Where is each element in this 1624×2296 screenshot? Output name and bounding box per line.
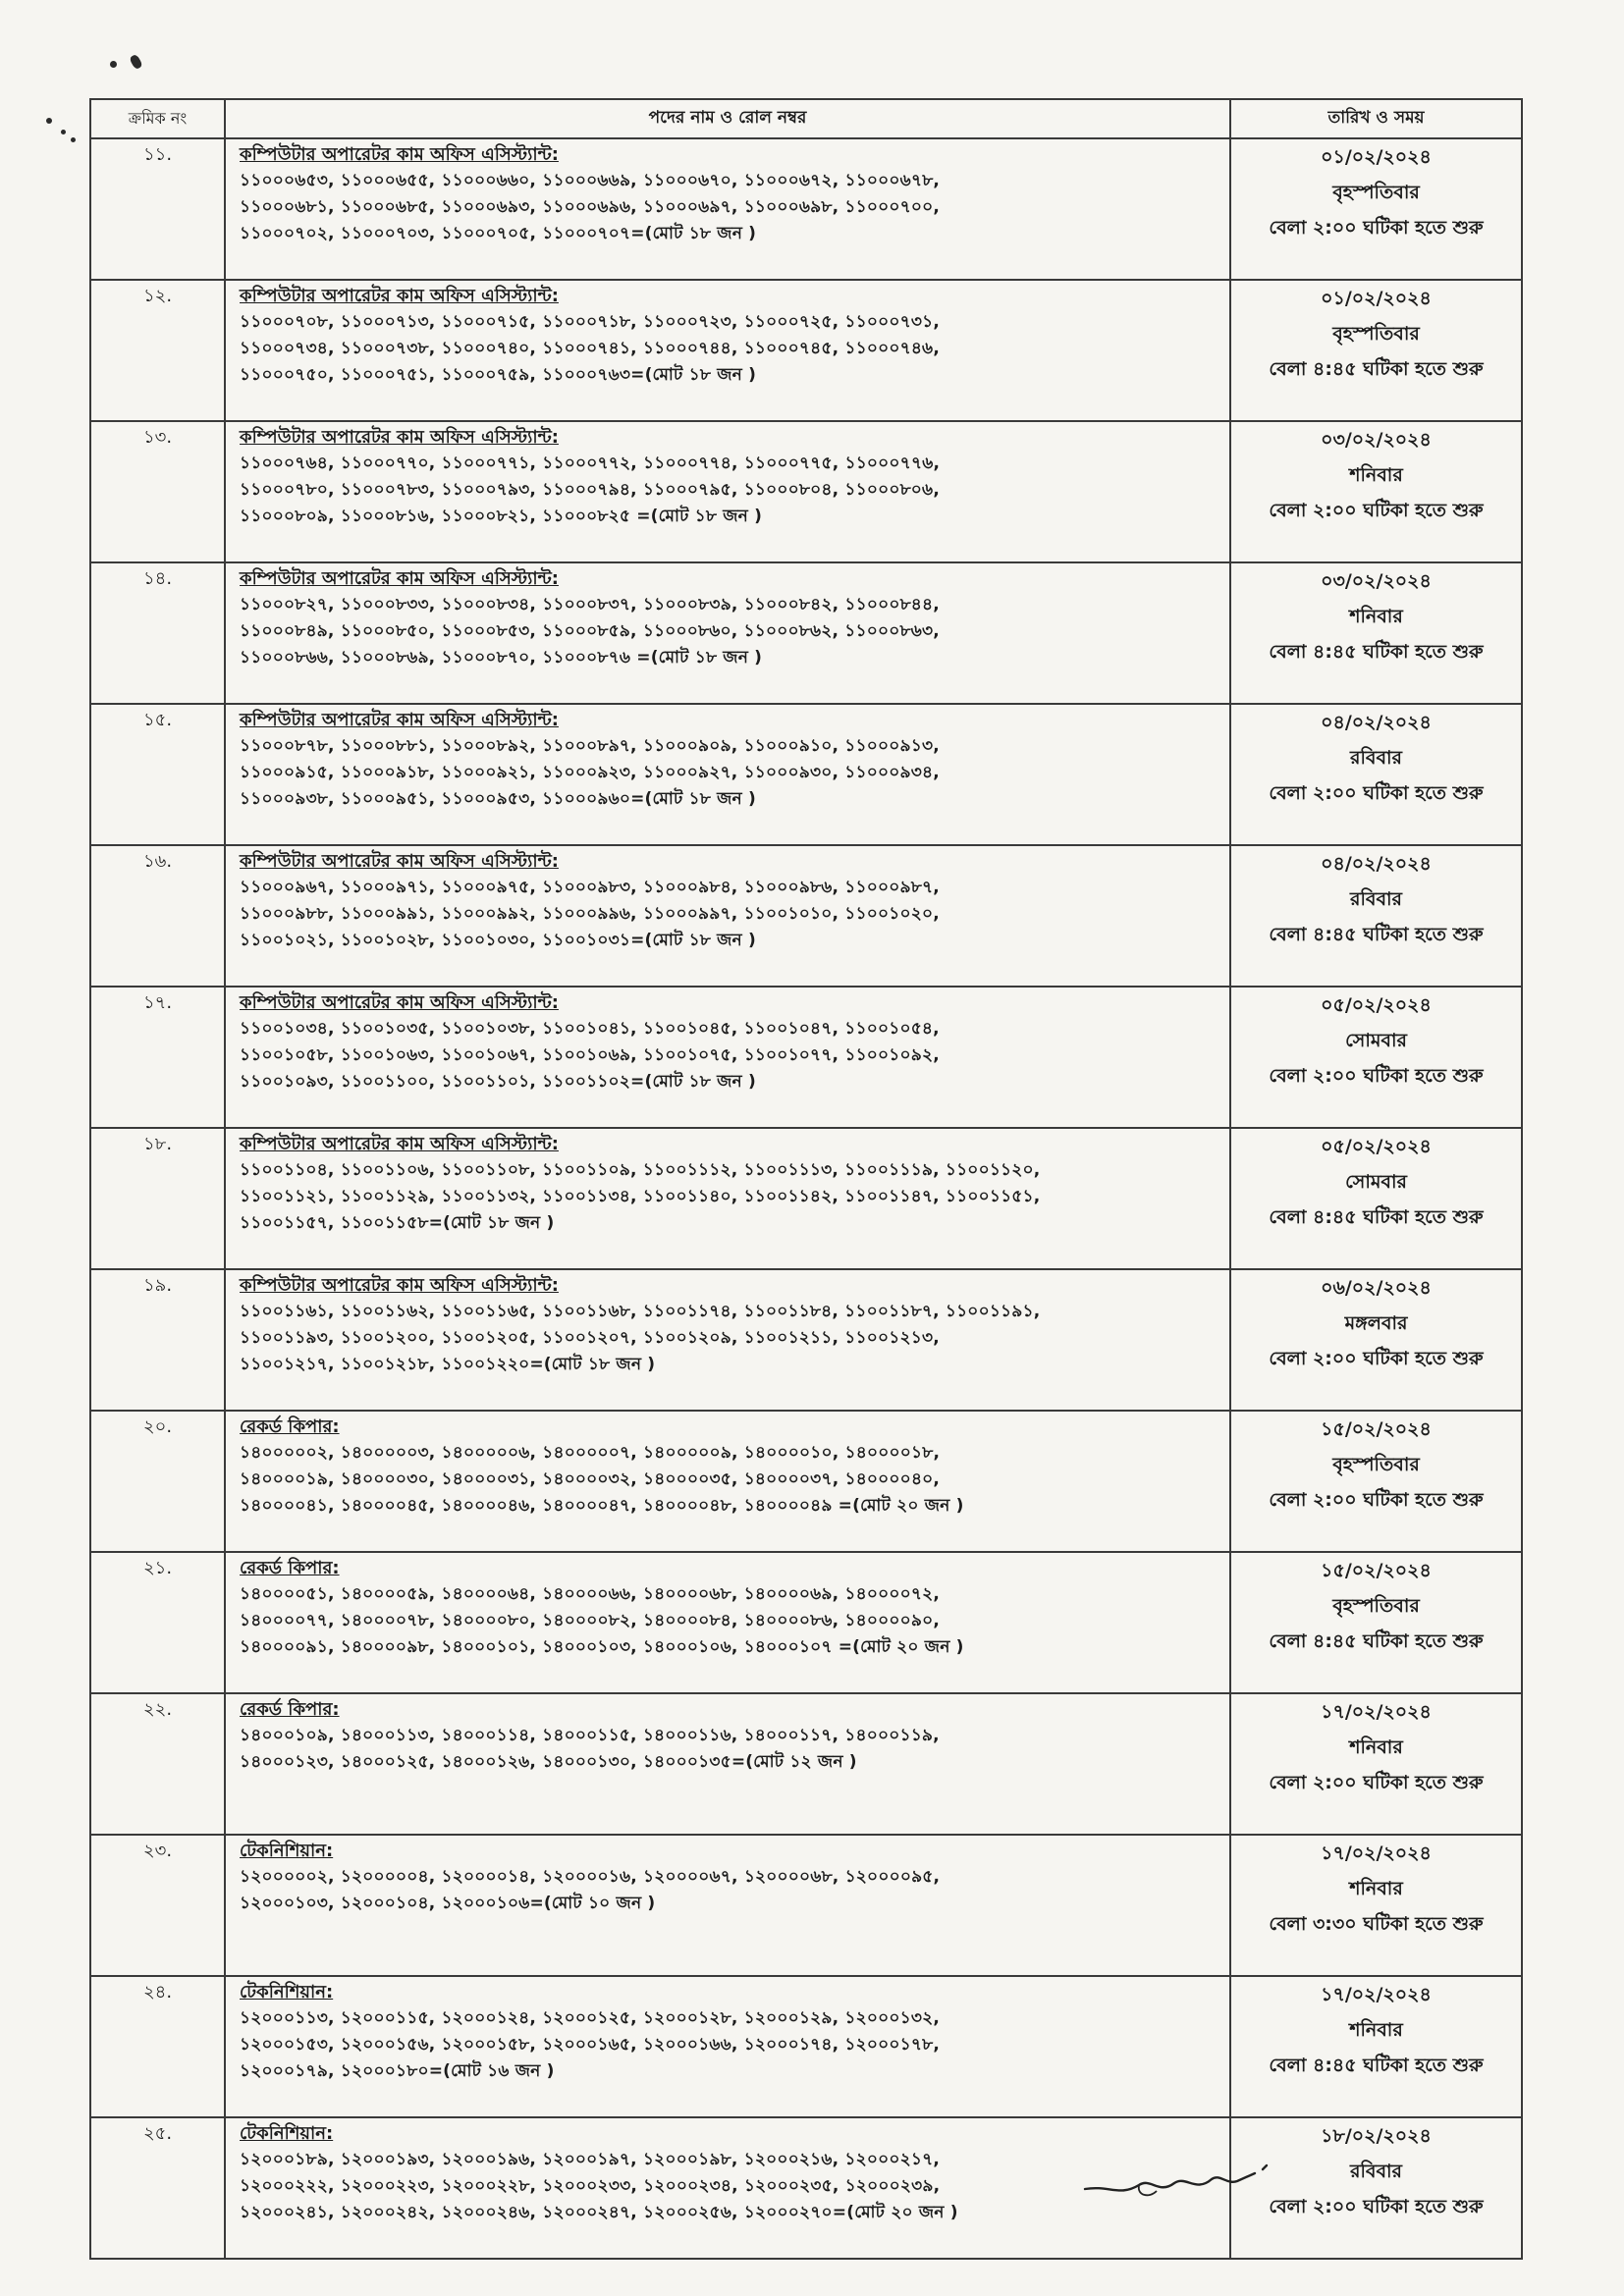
table-row <box>90 704 1522 845</box>
post-title: কম্পিউটার অপারেটর কাম অফিস এসিস্ট্যান্ট: <box>240 1134 559 1154</box>
serial-number: ২৩. <box>90 1835 225 1976</box>
serial-number: ১৫. <box>90 704 225 845</box>
date-time-cell <box>1230 562 1522 704</box>
post-title: কম্পিউটার অপারেটর কাম অফিস এসিস্ট্যান্ট: <box>240 286 559 306</box>
exam-day: শনিবার <box>1349 1878 1403 1899</box>
roll-line: ১১০০০৯৬৭, ১১০০০৯৭১, ১১০০০৯৭৫, ১১০০০৯৮৩, ১১০০০৯৮৪, ১১০০০৯৮৬, ১১০০০৯৮৭, <box>240 878 940 897</box>
exam-schedule-sheet <box>89 98 1521 2260</box>
post-roll-cell <box>225 1976 1230 2117</box>
exam-day: শনিবার <box>1349 2019 1403 2041</box>
post-roll-cell <box>225 845 1230 987</box>
exam-time: বেলা ৪:৪৫ ঘটিকা হতে শুরু <box>1269 1630 1484 1652</box>
scan-speck <box>61 130 66 134</box>
post-roll-cell <box>225 421 1230 562</box>
roll-line: ১১০০১২১৭, ১১০০১২১৮, ১১০০১২২০=(মোট ১৮ জন ) <box>240 1355 656 1374</box>
exam-date: ১৫/০২/২০২৪ <box>1321 1560 1432 1581</box>
exam-time: বেলা ২:০০ ঘটিকা হতে শুরু <box>1269 1489 1484 1511</box>
post-roll-cell <box>225 1128 1230 1269</box>
roll-line: ১১০০১০৯৩, ১১০০১১০০, ১১০০১১০১, ১১০০১১০২=(মোট ১৮ জন ) <box>240 1072 756 1092</box>
scan-speck <box>71 137 76 142</box>
roll-line: ১১০০১১৫৭, ১১০০১১৫৮=(মোট ১৮ জন ) <box>240 1213 555 1233</box>
date-time-header: তারিখ ও সময় <box>1230 99 1522 138</box>
serial-number: ১৮. <box>90 1128 225 1269</box>
exam-time: বেলা ২:০০ ঘটিকা হতে শুরু <box>1269 1348 1484 1369</box>
exam-time: বেলা ৪:৪৫ ঘটিকা হতে শুরু <box>1269 924 1484 945</box>
date-time-cell <box>1230 987 1522 1128</box>
roll-line: ১৪০০০০৯১, ১৪০০০০৯৮, ১৪০০০১০১, ১৪০০০১০৩, ১৪০০০১০৬, ১৪০০০১০৭ =(মোট ২০ জন ) <box>240 1637 964 1657</box>
roll-numbers <box>226 1864 1229 1917</box>
signature <box>1080 2156 1296 2215</box>
schedule-table <box>89 98 1523 2260</box>
exam-day: রবিবার <box>1350 2161 1402 2182</box>
table-row <box>90 280 1522 421</box>
roll-line: ১৪০০০০৫১, ১৪০০০০৫৯, ১৪০০০০৬৪, ১৪০০০০৬৬, ১৪০০০০৬৮, ১৪০০০০৬৯, ১৪০০০০৭২, <box>240 1584 941 1604</box>
serial-number: ২১. <box>90 1552 225 1693</box>
exam-time: বেলা ৩:৩০ ঘটিকা হতে শুরু <box>1269 1913 1484 1935</box>
date-time-cell <box>1230 1269 1522 1411</box>
roll-line: ১১০০০৭০৮, ১১০০০৭১৩, ১১০০০৭১৫, ১১০০০৭১৮, ১১০০০৭২৩, ১১০০০৭২৫, ১১০০০৭৩১, <box>240 312 941 332</box>
exam-time: বেলা ৪:৪৫ ঘটিকা হতে শুরু <box>1269 358 1484 380</box>
exam-date: ১৭/০২/২০২৪ <box>1321 1701 1432 1723</box>
roll-line: ১৪০০০০১৯, ১৪০০০০৩০, ১৪০০০০৩১, ১৪০০০০৩২, ১৪০০০০৩৫, ১৪০০০০৩৭, ১৪০০০০৪০, <box>240 1469 941 1489</box>
post-title: টেকনিশিয়ান: <box>240 1982 334 2002</box>
roll-numbers <box>226 2005 1229 2085</box>
roll-line: ১২০০০১৭৯, ১২০০০১৮০=(মোট ১৬ জন ) <box>240 2061 555 2081</box>
roll-line: ১১০০১১৬১, ১১০০১১৬২, ১১০০১১৬৫, ১১০০১১৬৮, ১১০০১১৭৪, ১১০০১১৮৪, ১১০০১১৮৭, ১১০০১১৯১, <box>240 1302 1041 1321</box>
roll-numbers <box>226 168 1229 247</box>
exam-day: শনিবার <box>1349 1736 1403 1758</box>
roll-numbers <box>226 1581 1229 1661</box>
date-time-cell <box>1230 1552 1522 1693</box>
exam-time: বেলা ২:০০ ঘটিকা হতে শুরু <box>1269 217 1484 239</box>
roll-numbers <box>226 1299 1229 1378</box>
roll-line: ১১০০০৮২৭, ১১০০০৮৩৩, ১১০০০৮৩৪, ১১০০০৮৩৭, ১১০০০৮৩৯, ১১০০০৮৪২, ১১০০০৮৪৪, <box>240 595 940 614</box>
roll-line: ১২০০০১৮৯, ১২০০০১৯৩, ১২০০০১৯৬, ১২০০০১৯৭, ১২০০০১৯৮, ১২০০০২১৬, ১২০০০২১৭, <box>240 2150 941 2169</box>
exam-date: ১৭/০২/২০২৪ <box>1321 1984 1432 2005</box>
table-row <box>90 421 1522 562</box>
roll-line: ১১০০০৭৬৪, ১১০০০৭৭০, ১১০০০৭৭১, ১১০০০৭৭২, ১১০০০৭৭৪, ১১০০০৭৭৫, ১১০০০৭৭৬, <box>240 454 941 473</box>
date-time-cell <box>1230 1693 1522 1835</box>
exam-time: বেলা ২:০০ ঘটিকা হতে শুরু <box>1269 782 1484 804</box>
date-time-cell <box>1230 704 1522 845</box>
scan-speck <box>46 118 52 124</box>
roll-line: ১১০০১১০৪, ১১০০১১০৬, ১১০০১১০৮, ১১০০১১০৯, ১১০০১১১২, ১১০০১১১৩, ১১০০১১১৯, ১১০০১১২০, <box>240 1160 1041 1180</box>
roll-numbers <box>226 1440 1229 1520</box>
exam-date: ০৩/০২/২০২৪ <box>1321 570 1432 592</box>
post-roll-cell <box>225 987 1230 1128</box>
roll-numbers <box>226 1157 1229 1237</box>
exam-date: ০১/০২/২০২৪ <box>1321 288 1432 309</box>
exam-date: ১৫/০২/২০২৪ <box>1321 1418 1432 1440</box>
post-title: কম্পিউটার অপারেটর কাম অফিস এসিস্ট্যান্ট: <box>240 1275 559 1296</box>
roll-numbers <box>226 733 1229 813</box>
post-roll-cell <box>225 1411 1230 1552</box>
post-title: কম্পিউটার অপারেটর কাম অফিস এসিস্ট্যান্ট: <box>240 427 559 448</box>
table-row <box>90 138 1522 280</box>
exam-date: ০৬/০২/২০২৪ <box>1321 1277 1432 1299</box>
exam-time: বেলা ২:০০ ঘটিকা হতে শুরু <box>1269 1065 1484 1087</box>
table-row <box>90 1835 1522 1976</box>
roll-line: ১১০০০৮৬৬, ১১০০০৮৬৯, ১১০০০৮৭০, ১১০০০৮৭৬ =(মোট ১৮ জন ) <box>240 648 763 667</box>
roll-line: ১১০০১০২১, ১১০০১০২৮, ১১০০১০৩০, ১১০০১০৩১=(মোট ১৮ জন ) <box>240 931 756 950</box>
serial-number: ২৫. <box>90 2117 225 2259</box>
roll-line: ১২০০০১৫৩, ১২০০০১৫৬, ১২০০০১৫৮, ১২০০০১৬৫, ১২০০০১৬৬, ১২০০০১৭৪, ১২০০০১৭৮, <box>240 2035 941 2055</box>
post-roll-cell <box>225 1835 1230 1976</box>
exam-time: বেলা ২:০০ ঘটিকা হতে শুরু <box>1269 500 1484 521</box>
post-title: রেকর্ড কিপার: <box>240 1699 340 1720</box>
exam-day: রবিবার <box>1350 747 1402 769</box>
date-time-cell <box>1230 1976 1522 2117</box>
table-row <box>90 1128 1522 1269</box>
roll-line: ১২০০০০০২, ১২০০০০০৪, ১২০০০০১৪, ১২০০০০১৬, ১২০০০০৬৭, ১২০০০০৬৮, ১২০০০০৯৫, <box>240 1867 941 1887</box>
roll-numbers <box>226 2147 1229 2226</box>
exam-date: ১৭/০২/২০২৪ <box>1321 1842 1432 1864</box>
exam-time: বেলা ৪:৪৫ ঘটিকা হতে শুরু <box>1269 1206 1484 1228</box>
post-title: টেকনিশিয়ান: <box>240 2123 334 2144</box>
exam-date: ০৫/০২/২০২৪ <box>1321 994 1432 1016</box>
exam-day: বৃহস্পতিবার <box>1332 323 1420 345</box>
roll-line: ১২০০০১০৩, ১২০০০১০৪, ১২০০০১০৬=(মোট ১০ জন ) <box>240 1894 656 1913</box>
roll-line: ১১০০০৭৮০, ১১০০০৭৮৩, ১১০০০৭৯৩, ১১০০০৭৯৪, ১১০০০৭৯৫, ১১০০০৮০৪, ১১০০০৮০৬, <box>240 480 940 500</box>
scan-speck <box>110 61 117 68</box>
post-title: টেকনিশিয়ান: <box>240 1841 334 1861</box>
roll-numbers <box>226 592 1229 671</box>
exam-time: বেলা ২:০০ ঘটিকা হতে শুরু <box>1269 1772 1484 1793</box>
post-roll-cell <box>225 1269 1230 1411</box>
roll-numbers <box>226 1016 1229 1095</box>
exam-time: বেলা ৪:৪৫ ঘটিকা হতে শুরু <box>1269 641 1484 663</box>
serial-number: ২৪. <box>90 1976 225 2117</box>
exam-day: বৃহস্পতিবার <box>1332 182 1420 203</box>
roll-line: ১১০০০৯৮৮, ১১০০০৯৯১, ১১০০০৯৯২, ১১০০০৯৯৬, ১১০০০৯৯৭, ১১০০১০১০, ১১০০১০২০, <box>240 904 940 924</box>
table-row <box>90 1552 1522 1693</box>
exam-day: মঙ্গলবার <box>1344 1312 1408 1334</box>
date-time-cell <box>1230 1411 1522 1552</box>
table-row <box>90 845 1522 987</box>
post-title: কম্পিউটার অপারেটর কাম অফিস এসিস্ট্যান্ট: <box>240 851 559 872</box>
roll-line: ১১০০১১৯৩, ১১০০১২০০, ১১০০১২০৫, ১১০০১২০৭, ১১০০১২০৯, ১১০০১২১১, ১১০০১২১৩, <box>240 1328 940 1348</box>
roll-line: ১১০০০৮৭৮, ১১০০০৮৮১, ১১০০০৮৯২, ১১০০০৮৯৭, ১১০০০৯০৯, ১১০০০৯১০, ১১০০০৯১৩, <box>240 736 940 756</box>
roll-line: ১১০০০৯৩৮, ১১০০০৯৫১, ১১০০০৯৫৩, ১১০০০৯৬০=(মোট ১৮ জন ) <box>240 789 756 809</box>
serial-number: ১৯. <box>90 1269 225 1411</box>
roll-numbers <box>226 451 1229 530</box>
roll-line: ১২০০০১১৩, ১২০০০১১৫, ১২০০০১২৪, ১২০০০১২৫, ১২০০০১২৮, ১২০০০১২৯, ১২০০০১৩২, <box>240 2008 941 2028</box>
exam-day: শনিবার <box>1349 464 1403 486</box>
date-time-cell <box>1230 845 1522 987</box>
serial-header: ক্রমিক নং <box>90 99 225 138</box>
post-roll-cell <box>225 1693 1230 1835</box>
roll-line: ১১০০০৬৮১, ১১০০০৬৮৫, ১১০০০৬৯৩, ১১০০০৬৯৬, ১১০০০৬৯৭, ১১০০০৬৯৮, ১১০০০৭০০, <box>240 197 940 217</box>
post-title: কম্পিউটার অপারেটর কাম অফিস এসিস্ট্যান্ট: <box>240 992 559 1013</box>
post-roll-cell <box>225 1552 1230 1693</box>
roll-line: ১৪০০০১২৩, ১৪০০০১২৫, ১৪০০০১২৬, ১৪০০০১৩০, ১৪০০০১৩৫=(মোট ১২ জন ) <box>240 1752 857 1772</box>
roll-line: ১৪০০০০৭৭, ১৪০০০০৭৮, ১৪০০০০৮০, ১৪০০০০৮২, ১৪০০০০৮৪, ১৪০০০০৮৬, ১৪০০০০৯০, <box>240 1611 941 1630</box>
serial-number: ১৪. <box>90 562 225 704</box>
serial-number: ১৩. <box>90 421 225 562</box>
serial-number: ২২. <box>90 1693 225 1835</box>
roll-line: ১১০০০৬৫৩, ১১০০০৬৫৫, ১১০০০৬৬০, ১১০০০৬৬৯, ১১০০০৬৭০, ১১০০০৬৭২, ১১০০০৬৭৮, <box>240 171 941 190</box>
roll-line: ১৪০০০০৪১, ১৪০০০০৪৫, ১৪০০০০৪৬, ১৪০০০০৪৭, ১৪০০০০৪৮, ১৪০০০০৪৯ =(মোট ২০ জন ) <box>240 1496 964 1516</box>
exam-day: সোমবার <box>1345 1171 1407 1193</box>
roll-numbers <box>226 309 1229 389</box>
exam-day: সোমবার <box>1345 1030 1407 1051</box>
roll-line: ১৪০০০০০২, ১৪০০০০০৩, ১৪০০০০০৬, ১৪০০০০০৭, ১৪০০০০০৯, ১৪০০০০১০, ১৪০০০০১৮, <box>240 1443 941 1463</box>
exam-date: ০৩/০২/২০২৪ <box>1321 429 1432 451</box>
roll-line: ১১০০০৮০৯, ১১০০০৮১৬, ১১০০০৮২১, ১১০০০৮২৫ =(মোট ১৮ জন ) <box>240 507 763 526</box>
post-roll-cell <box>225 280 1230 421</box>
serial-number: ১৭. <box>90 987 225 1128</box>
serial-number: ১৬. <box>90 845 225 987</box>
exam-time: বেলা ৪:৪৫ ঘটিকা হতে শুরু <box>1269 2055 1484 2076</box>
exam-day: বৃহস্পতিবার <box>1332 1595 1420 1617</box>
post-roll-header: পদের নাম ও রোল নম্বর <box>225 99 1230 138</box>
table-row <box>90 1693 1522 1835</box>
date-time-cell <box>1230 1128 1522 1269</box>
date-time-cell <box>1230 280 1522 421</box>
date-time-cell <box>1230 421 1522 562</box>
exam-date: ০৪/০২/২০২৪ <box>1321 712 1432 733</box>
post-title: কম্পিউটার অপারেটর কাম অফিস এসিস্ট্যান্ট: <box>240 710 559 730</box>
roll-line: ১১০০০৮৪৯, ১১০০০৮৫০, ১১০০০৮৫৩, ১১০০০৮৫৯, ১১০০০৮৬০, ১১০০০৮৬২, ১১০০০৮৬৩, <box>240 621 940 641</box>
post-title: কম্পিউটার অপারেটর কাম অফিস এসিস্ট্যান্ট: <box>240 568 559 589</box>
roll-numbers <box>226 875 1229 954</box>
exam-date: ০১/০২/২০২৪ <box>1321 146 1432 168</box>
table-row <box>90 987 1522 1128</box>
table-row <box>90 2117 1522 2259</box>
exam-date: ১৮/০২/২০২৪ <box>1321 2125 1432 2147</box>
scan-speck <box>129 54 143 71</box>
exam-date: ০৫/০২/২০২৪ <box>1321 1136 1432 1157</box>
post-roll-cell <box>225 704 1230 845</box>
roll-line: ১৪০০০১০৯, ১৪০০০১১৩, ১৪০০০১১৪, ১৪০০০১১৫, ১৪০০০১১৬, ১৪০০০১১৭, ১৪০০০১১৯, <box>240 1726 940 1745</box>
post-roll-cell <box>225 138 1230 280</box>
roll-line: ১২০০০২৪১, ১২০০০২৪২, ১২০০০২৪৬, ১২০০০২৪৭, ১২০০০২৫৬, ১২০০০২৭০=(মোট ২০ জন ) <box>240 2203 958 2222</box>
roll-numbers <box>226 1723 1229 1776</box>
roll-line: ১১০০০৭৩৪, ১১০০০৭৩৮, ১১০০০৭৪০, ১১০০০৭৪১, ১১০০০৭৪৪, ১১০০০৭৪৫, ১১০০০৭৪৬, <box>240 339 940 358</box>
roll-line: ১১০০১০৩৪, ১১০০১০৩৫, ১১০০১০৩৮, ১১০০১০৪১, ১১০০১০৪৫, ১১০০১০৪৭, ১১০০১০৫৪, <box>240 1019 940 1039</box>
exam-date: ০৪/০২/২০২৪ <box>1321 853 1432 875</box>
exam-day: শনিবার <box>1349 606 1403 627</box>
date-time-cell <box>1230 138 1522 280</box>
post-title: রেকর্ড কিপার: <box>240 1558 340 1578</box>
post-roll-cell <box>225 562 1230 704</box>
exam-day: রবিবার <box>1350 888 1402 910</box>
roll-line: ১১০০০৭০২, ১১০০০৭০৩, ১১০০০৭০৫, ১১০০০৭০৭=(মোট ১৮ জন ) <box>240 224 757 243</box>
table-row <box>90 1269 1522 1411</box>
serial-number: ১১. <box>90 138 225 280</box>
schedule-body <box>90 138 1522 2259</box>
serial-number: ২০. <box>90 1411 225 1552</box>
table-row <box>90 562 1522 704</box>
date-time-cell <box>1230 1835 1522 1976</box>
table-row <box>90 1411 1522 1552</box>
roll-line: ১১০০১০৫৮, ১১০০১০৬৩, ১১০০১০৬৭, ১১০০১০৬৯, ১১০০১০৭৫, ১১০০১০৭৭, ১১০০১০৯২, <box>240 1045 940 1065</box>
table-header-row <box>90 99 1522 138</box>
exam-day: বৃহস্পতিবার <box>1332 1454 1420 1475</box>
roll-line: ১১০০১১২১, ১১০০১১২৯, ১১০০১১৩২, ১১০০১১৩৪, ১১০০১১৪০, ১১০০১১৪২, ১১০০১১৪৭, ১১০০১১৫১, <box>240 1187 1041 1206</box>
roll-line: ১২০০০২২২, ১২০০০২২৩, ১২০০০২২৮, ১২০০০২৩৩, ১২০০০২৩৪, ১২০০০২৩৫, ১২০০০২৩৯, <box>240 2176 941 2196</box>
roll-line: ১১০০০৭৫০, ১১০০০৭৫১, ১১০০০৭৫৯, ১১০০০৭৬৩=(মোট ১৮ জন ) <box>240 365 757 385</box>
exam-time: বেলা ২:০০ ঘটিকা হতে শুরু <box>1269 2196 1484 2217</box>
table-row <box>90 1976 1522 2117</box>
post-title: কম্পিউটার অপারেটর কাম অফিস এসিস্ট্যান্ট: <box>240 144 559 165</box>
serial-number: ১২. <box>90 280 225 421</box>
post-title: রেকর্ড কিপার: <box>240 1416 340 1437</box>
roll-line: ১১০০০৯১৫, ১১০০০৯১৮, ১১০০০৯২১, ১১০০০৯২৩, ১১০০০৯২৭, ১১০০০৯৩০, ১১০০০৯৩৪, <box>240 763 940 782</box>
